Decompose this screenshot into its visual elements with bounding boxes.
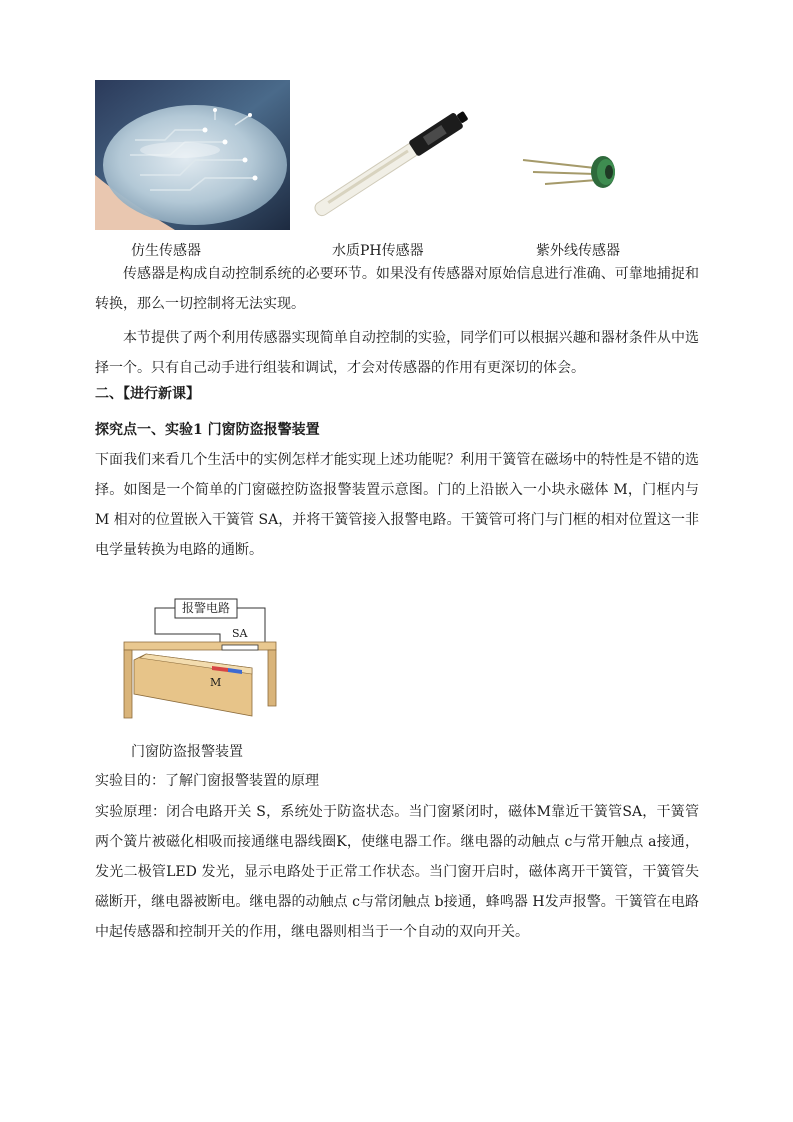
bionic-sensor-image: [95, 80, 290, 230]
diagram-caption: 门窗防盗报警装置: [131, 744, 243, 760]
paragraph-reed-switch: 下面我们来看几个生活中的实例怎样才能实现上述功能呢？利用干簧管在磁场中的特性是不错的选择。如图是一个简单的门窗磁控防盗报警装置示意图。门的上沿嵌入一小块永磁体 M，门框内与M 相对的位置嵌入干簧管 SA，并将干簧管接入报警电路。干簧管可将门与门框的相对位置这一非电学量转换为电路的通断。: [95, 452, 699, 558]
section-heading: 二、【进行新课】: [95, 386, 200, 402]
experiment-purpose: 实验目的：了解门窗报警装置的原理: [95, 773, 319, 789]
ph-sensor-image: [292, 98, 487, 228]
door-alarm-diagram: [120, 596, 280, 720]
caption-bionic-sensor: 仿生传感器: [131, 243, 201, 259]
paragraph-experiment-intro: 本节提供了两个利用传感器实现简单自动控制的实验，同学们可以根据兴趣和器材条件从中选择一个。只有自己动手进行组装和调试，才会对传感器的作用有更深切的体会。: [95, 330, 699, 376]
caption-uv-sensor: 紫外线传感器: [536, 243, 620, 259]
topic-heading: 探究点一、实验1 门窗防盗报警装置: [95, 422, 320, 438]
caption-ph-sensor: 水质PH传感器: [332, 243, 424, 259]
uv-sensor-image: [515, 140, 625, 200]
m-label: M: [210, 676, 222, 689]
sa-label: SA: [232, 627, 248, 640]
paragraph-sensor-importance: 传感器是构成自动控制系统的必要环节。如果没有传感器对原始信息进行准确、可靠地捕捉和转换，那么一切控制将无法实现。: [95, 266, 699, 312]
experiment-principle: 实验原理：闭合电路开关 S，系统处于防盗状态。当门窗紧闭时，磁体M靠近干簧管SA，干簧管两个簧片被磁化相吸而接通继电器线圈K，使继电器工作。继电器的动触点 c与常开触点 a接通，发光二极管LED 发光，显示电路处于正常工作状态。当门窗开启时，磁体离开干簧管，干簧管失磁断开，继电器被断电。继电器的动触点 c与常闭触点 b接通，蜂鸣器 H发声报警。干簧管在电路中起传感器和控制开关的作用，继电器则相当于一个自动的双向开关。: [95, 804, 699, 940]
alarm-circuit-label: 报警电路: [181, 601, 230, 615]
